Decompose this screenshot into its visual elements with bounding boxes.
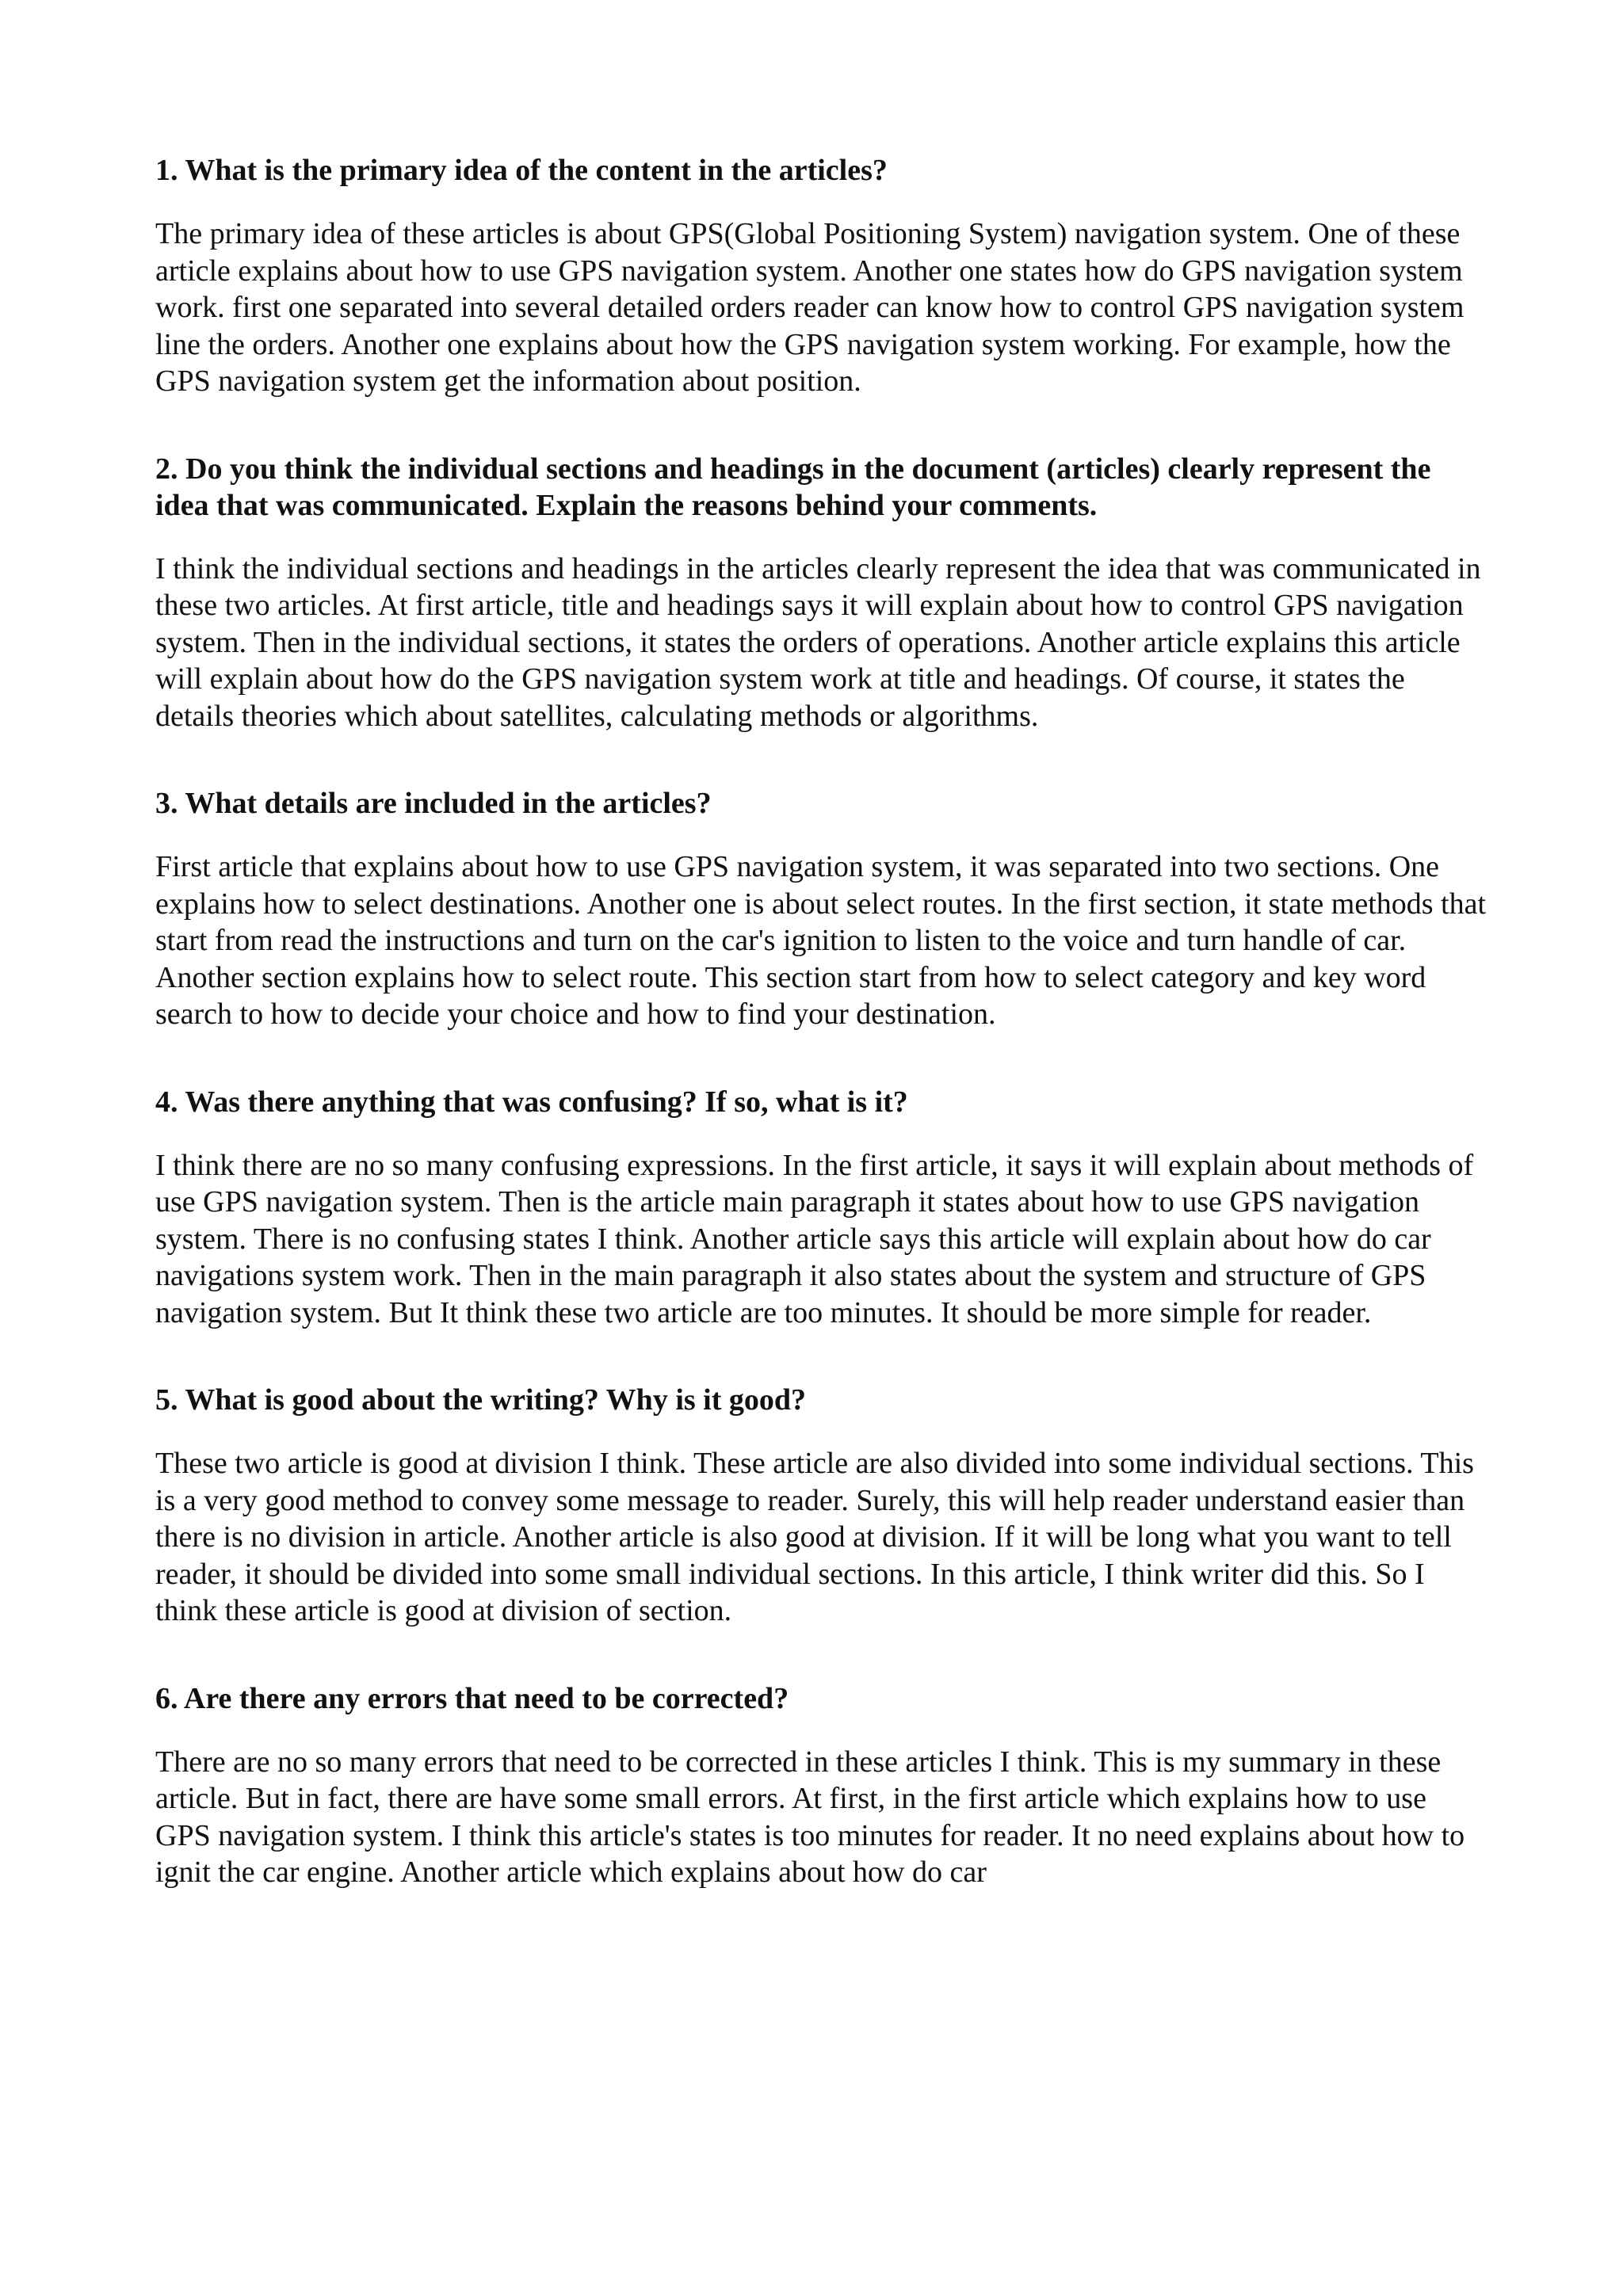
section-1 <box>155 152 1487 400</box>
question-heading: 5. What is good about the writing? Why is it good? <box>155 1383 807 1417</box>
answer-paragraph: These two article is good at division I think. These article are also divided into some individual sections. This is a very good method to convey some message to reader. Surely, this will help reader understand easier than there is no division in article. Another article is also good at division. If it will be long what you want to tell reader, it should be divided into some small individual sections. In this article, I think writer did this. So I think these article is good at division of section. <box>155 1447 1474 1627</box>
section-6 <box>155 1680 1487 1891</box>
answer-paragraph: There are no so many errors that need to be corrected in these articles I think. This is my summary in these article. But in fact, there are have some small errors. At first, in the first article which explains how to use GPS navigation system. I think this article's states is too minutes for reader. It no need explains about how to ignit the car engine. Another article which explains about how do car <box>155 1745 1465 1889</box>
question-heading: 6. Are there any errors that need to be corrected? <box>155 1681 789 1715</box>
document-body <box>155 152 1487 1942</box>
answer-paragraph: The primary idea of these articles is about GPS(Global Positioning System) navigation system. One of these article explains about how to use GPS navigation system. Another one states how do GPS navigation system work. first one separated into several detailed orders reader can know how to control GPS navigation system line the orders. Another one explains about how the GPS navigation system working. For example, how the GPS navigation system get the information about position. <box>155 217 1465 398</box>
section-4 <box>155 1084 1487 1332</box>
section-2 <box>155 451 1487 735</box>
question-heading: 3. What details are included in the articles? <box>155 787 712 820</box>
question-heading: 2. Do you think the individual sections and headings in the document (articles) clearly represent the idea that was communicated. Explain the reasons behind your comments. <box>155 452 1431 522</box>
question-heading: 1. What is the primary idea of the content in the articles? <box>155 154 888 187</box>
section-5 <box>155 1382 1487 1630</box>
question-heading: 4. Was there anything that was confusing? If so, what is it? <box>155 1085 908 1119</box>
answer-paragraph: First article that explains about how to use GPS navigation system, it was separated into two sections. One explains how to select destinations. Another one is about select routes. In the first section, it state methods that start from read the instructions and turn on the car's ignition to listen to the voice and turn handle of car. Another section explains how to select route. This section start from how to select category and key word search to how to decide your choice and how to find your destination. <box>155 850 1487 1031</box>
section-3 <box>155 785 1487 1033</box>
answer-paragraph: I think the individual sections and headings in the articles clearly represent the idea that was communicated in these two articles. At first article, title and headings says it will explain about how to control GPS navigation system. Then in the individual sections, it states the orders of operations. Another article explains this article will explain about how do the GPS navigation system work at title and headings. Of course, it states the details theories which about satellites, calculating methods or algorithms. <box>155 551 1481 733</box>
answer-paragraph: I think there are no so many confusing expressions. In the first article, it says it will explain about methods of use GPS navigation system. Then is the article main paragraph it states about how to use GPS navigation system. There is no confusing states I think. Another article says this article will explain about how do car navigations system work. Then in the main paragraph it also states about the system and structure of GPS navigation system. But It think these two article are too minutes. It should be more simple for reader. <box>155 1148 1474 1329</box>
